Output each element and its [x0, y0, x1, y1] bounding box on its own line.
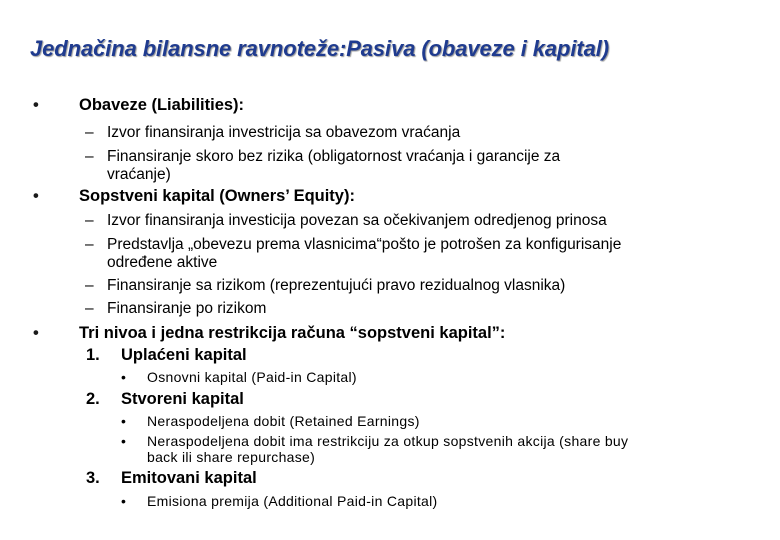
bullet-icon: •	[33, 187, 39, 205]
level-label: Uplaćeni kapital	[121, 346, 247, 364]
list-item	[85, 277, 565, 295]
level-number: 2.	[86, 390, 100, 408]
list-item-text: Neraspodeljena dobit ima restrikciju za otkup sopstvenih akcija (share buy	[147, 433, 629, 449]
list-item	[85, 124, 460, 142]
slide-title: Jednačina bilansne ravnoteže:Pasiva (obaveze i kapital)	[30, 36, 609, 61]
list-item-text: Finansiranje skoro bez rizika (obligatornost vraćanja i garancije za	[107, 148, 561, 165]
list-item	[121, 369, 357, 385]
list-item-text: Izvor finansiranja investicija povezan sa očekivanjem odredjenog prinosa	[107, 212, 607, 229]
level-emitovani-kapital	[86, 469, 257, 488]
dash-icon: –	[85, 124, 94, 141]
list-item-text: Emisiona premija (Additional Paid-in Capital)	[147, 493, 438, 509]
bullet-icon: •	[121, 493, 127, 509]
bullet-icon: •	[33, 96, 39, 114]
list-item-text: Neraspodeljena dobit (Retained Earnings)	[147, 413, 420, 429]
level-number: 1.	[86, 346, 100, 364]
list-item-text: Predstavlja „obevezu prema vlasnicima“pošto je potrošen za konfigurisanje	[107, 236, 622, 253]
section-heading: Sopstveni kapital (Owners’ Equity):	[79, 187, 355, 205]
level-number: 3.	[86, 469, 100, 487]
level-uplaceni-kapital	[86, 346, 247, 365]
list-item	[121, 493, 438, 509]
dash-icon: –	[85, 236, 94, 253]
section-sopstveni-kapital	[30, 187, 355, 206]
list-item-text: Izvor finansiranja investricija sa obavezom vraćanja	[107, 124, 461, 141]
section-obaveze	[30, 96, 244, 115]
list-item	[121, 433, 628, 465]
list-item	[85, 236, 621, 272]
section-tri-nivoa	[30, 324, 505, 343]
list-item	[85, 300, 266, 318]
dash-icon: –	[85, 277, 94, 294]
section-heading: Obaveze (Liabilities):	[79, 96, 245, 114]
bullet-icon: •	[121, 433, 127, 449]
dash-icon: –	[85, 148, 94, 165]
list-item-text: Finansiranje po rizikom	[107, 300, 267, 317]
dash-icon: –	[85, 300, 94, 317]
list-item	[85, 212, 607, 230]
bullet-icon: •	[121, 369, 127, 385]
list-item-continuation: vraćanje)	[107, 166, 171, 183]
dash-icon: –	[85, 212, 94, 229]
list-item-continuation: određene aktive	[107, 254, 218, 271]
level-stvoreni-kapital	[86, 390, 244, 409]
section-heading: Tri nivoa i jedna restrikcija računa “sopstveni kapital”:	[79, 324, 506, 342]
bullet-icon: •	[33, 324, 39, 342]
level-label: Emitovani kapital	[121, 469, 257, 487]
list-item-text: Finansiranje sa rizikom (reprezentujući pravo rezidualnog vlasnika)	[107, 277, 566, 294]
list-item-text: Osnovni kapital (Paid-in Capital)	[147, 369, 357, 385]
list-item-continuation: back ili share repurchase)	[147, 449, 316, 465]
bullet-icon: •	[121, 413, 127, 429]
level-label: Stvoreni kapital	[121, 390, 244, 408]
list-item	[85, 148, 560, 184]
list-item	[121, 413, 420, 429]
